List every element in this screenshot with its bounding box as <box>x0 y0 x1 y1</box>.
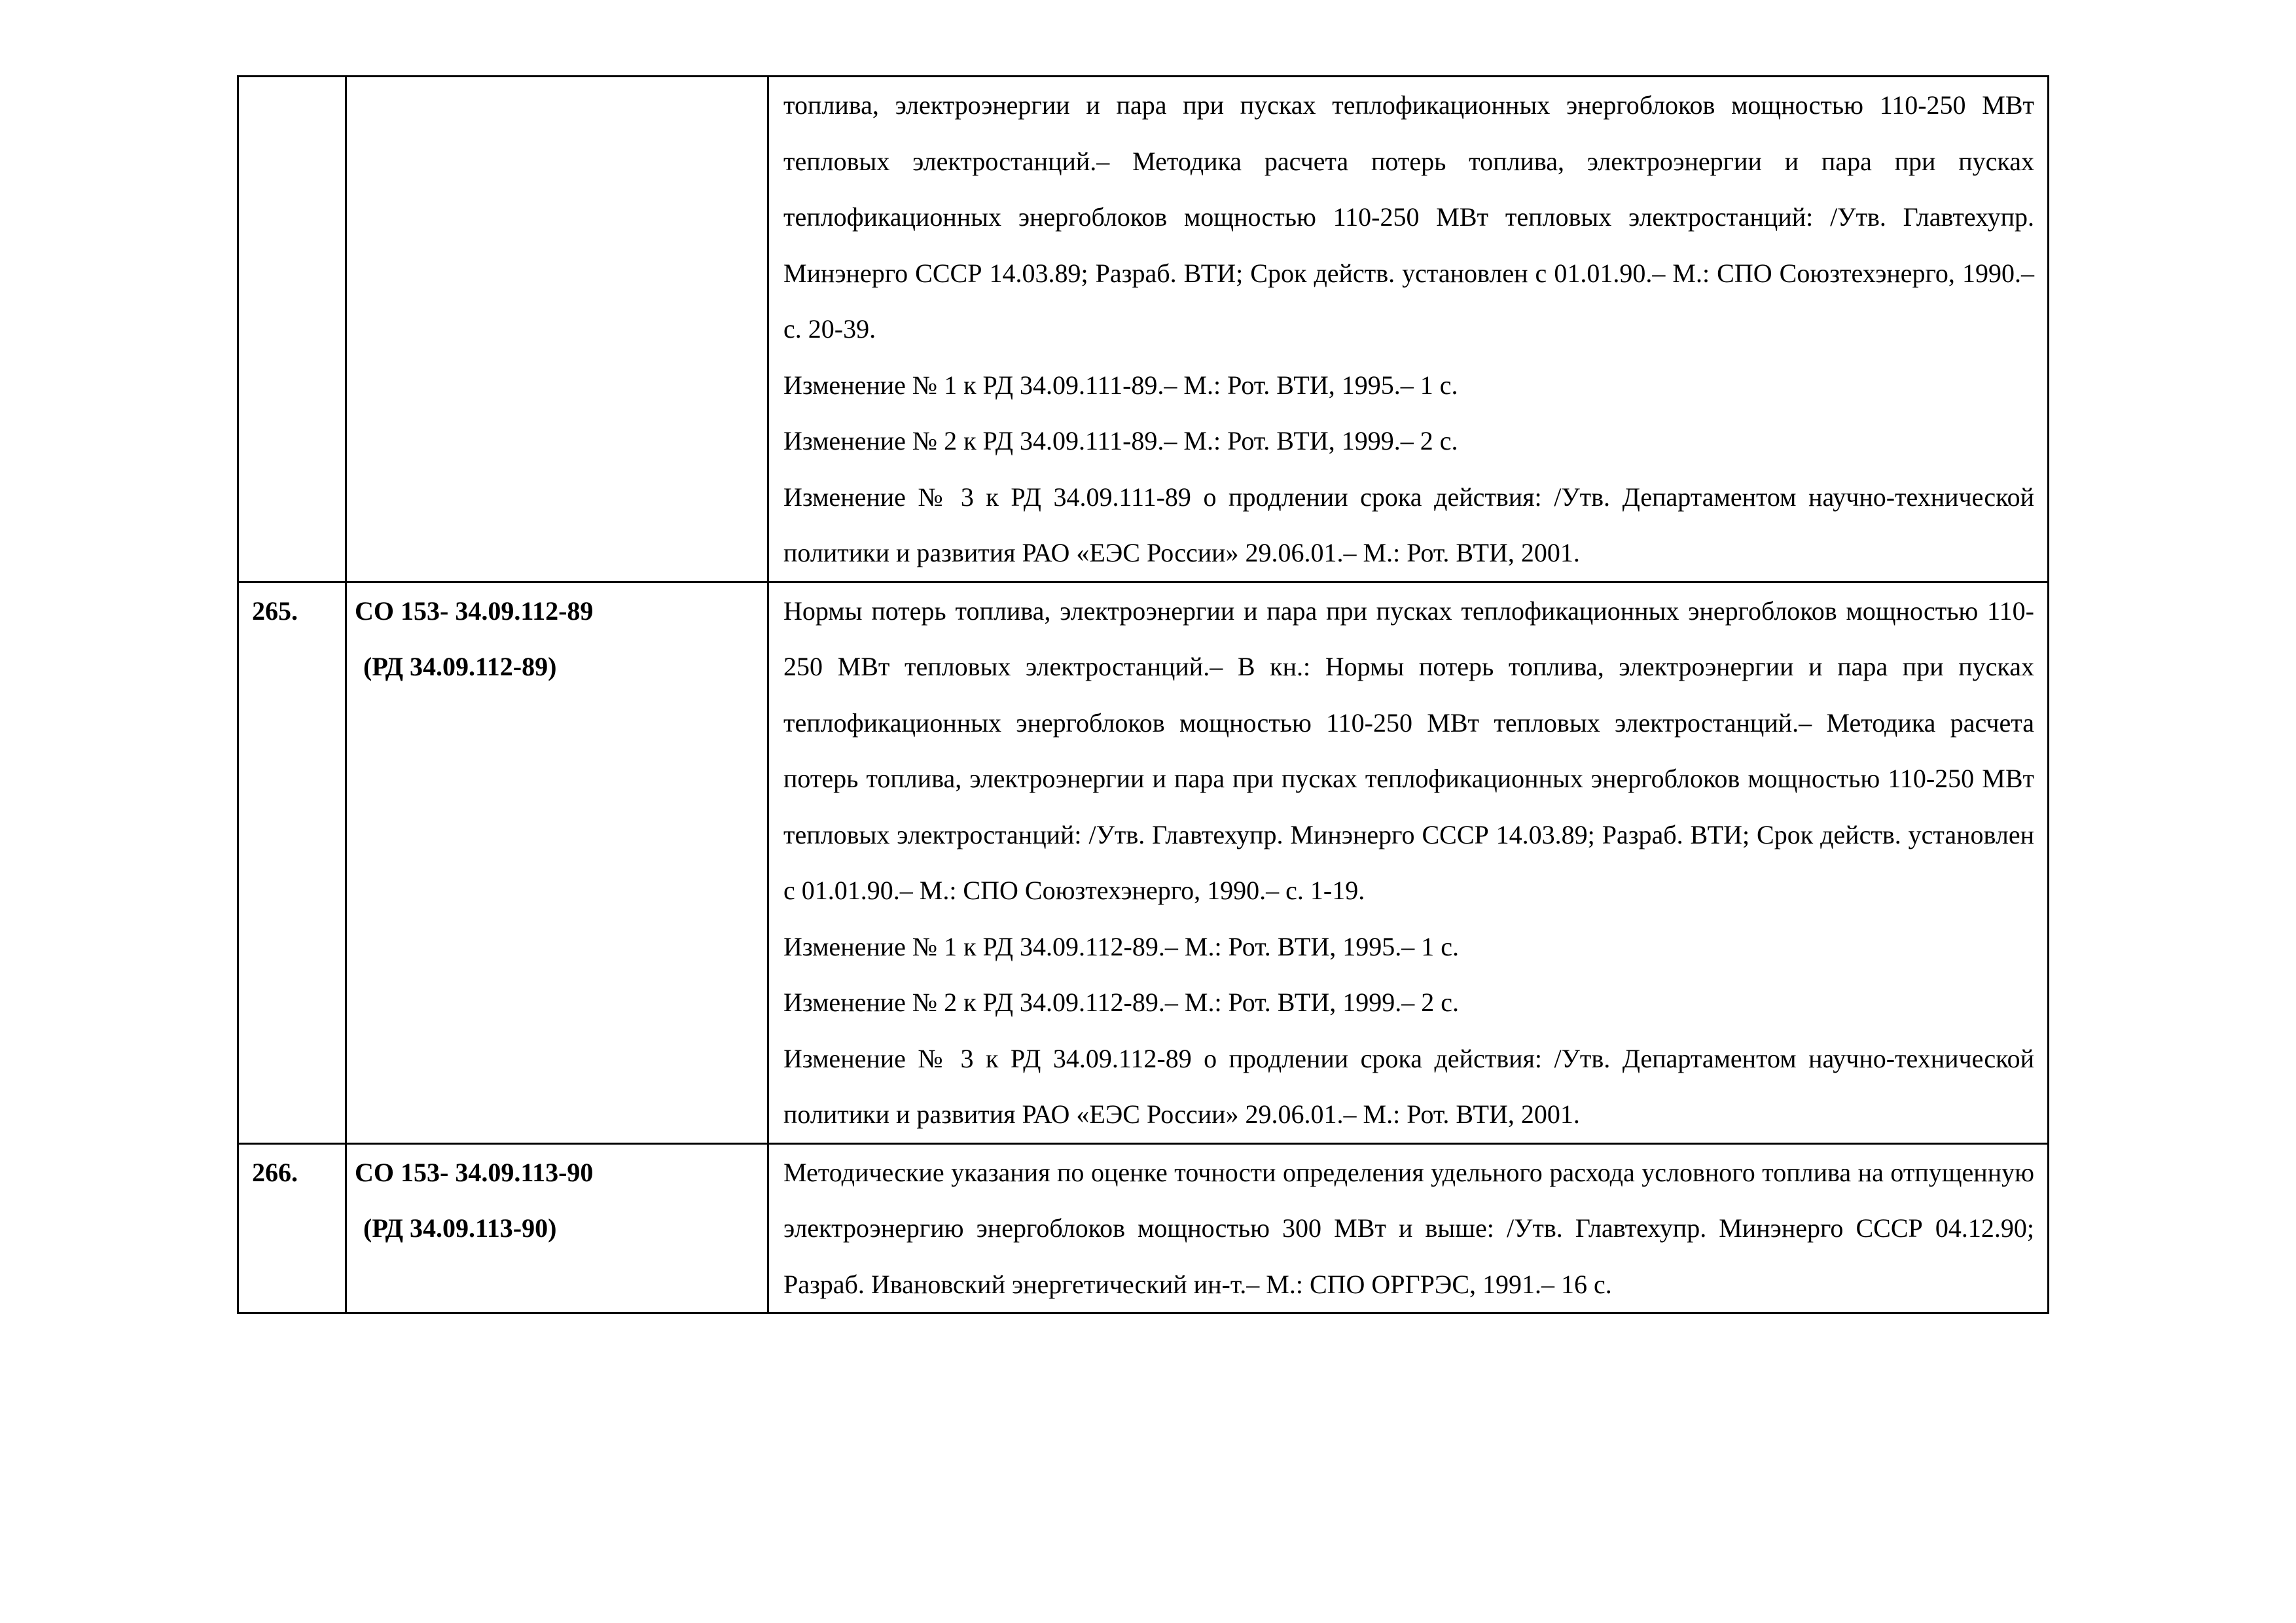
entry-description <box>768 1143 2049 1313</box>
document-code-secondary: (РД 34.09.112-89) <box>363 651 557 681</box>
description-paragraph: Изменение № 1 к РД 34.09.111-89.– М.: Рот. ВТИ, 1995.– 1 с. <box>783 370 1458 400</box>
entry-number <box>238 77 346 582</box>
description-paragraph: Изменение № 3 к РД 34.09.112-89 о продлении срока действия: /Утв. Департаментом научно-технической политики и развития РАО «ЕЭС России» 29.06.01.– М.: Рот. ВТИ, 2001. <box>783 1043 2034 1129</box>
description-paragraph: Нормы потерь топлива, электроэнергии и пара при пусках теплофикационных энергоблоков мощностью 110-250 МВт тепловых электростанций.– В кн.: Нормы потерь топлива, электроэнергии и пара при пусках теплофикационных энергоблоков мощностью 110-250 МВт тепловых электростанций.– Методика расчета потерь топлива, электроэнергии и пара при пусках теплофикационных энергоблоков мощностью 110-250 МВт тепловых электростанций: /Утв. Главтехупр. Минэнерго СССР 14.03.89; Разраб. ВТИ; Срок действ. установлен с 01.01.90.– М.: СПО Союзтехэнерго, 1990.– с. 1-19. <box>783 596 2034 905</box>
document-code <box>346 1143 768 1313</box>
document-code-primary: СО 153- 34.09.113-90 <box>355 1157 594 1187</box>
description-paragraph: Изменение № 2 к РД 34.09.111-89.– М.: Рот. ВТИ, 1999.– 2 с. <box>783 426 1458 455</box>
document-table <box>237 75 2049 1314</box>
table-row <box>238 77 2049 582</box>
description-paragraph: Изменение № 1 к РД 34.09.112-89.– М.: Рот. ВТИ, 1995.– 1 с. <box>783 931 1459 961</box>
document-code <box>346 77 768 582</box>
description-paragraph: топлива, электроэнергии и пара при пусках теплофикационных энергоблоков мощностью 110-250 МВт тепловых электростанций.– Методика расчета потерь топлива, электроэнергии и пара при пусках теплофикационных энергоблоков мощностью 110-250 МВт тепловых электростанций: /Утв. Главтехупр. Минэнерго СССР 14.03.89; Разраб. ВТИ; Срок действ. установлен с 01.01.90.– М.: СПО Союзтехэнерго, 1990.– с. 20-39. <box>783 90 2034 344</box>
description-paragraph: Изменение № 2 к РД 34.09.112-89.– М.: Рот. ВТИ, 1999.– 2 с. <box>783 988 1459 1017</box>
entry-number: 265. <box>238 582 346 1143</box>
entry-description <box>768 77 2049 582</box>
document-code <box>346 582 768 1143</box>
table-row <box>238 1143 2049 1313</box>
entry-number: 266. <box>238 1143 346 1313</box>
description-paragraph: Изменение № 3 к РД 34.09.111-89 о продлении срока действия: /Утв. Департаментом научно-технической политики и развития РАО «ЕЭС России» 29.06.01.– М.: Рот. ВТИ, 2001. <box>783 482 2034 567</box>
document-code-secondary: (РД 34.09.113-90) <box>363 1213 557 1243</box>
document-code-primary: СО 153- 34.09.112-89 <box>355 596 594 626</box>
table-row <box>238 582 2049 1143</box>
entry-description <box>768 582 2049 1143</box>
description-paragraph: Методические указания по оценке точности определения удельного расхода условного топлива на отпущенную электроэнергию энергоблоков мощностью 300 МВт и выше: /Утв. Главтехупр. Минэнерго СССР 04.12.90; Разраб. Ивановский энергетический ин-т.– М.: СПО ОРГРЭС, 1991.– 16 с. <box>783 1157 2034 1299</box>
